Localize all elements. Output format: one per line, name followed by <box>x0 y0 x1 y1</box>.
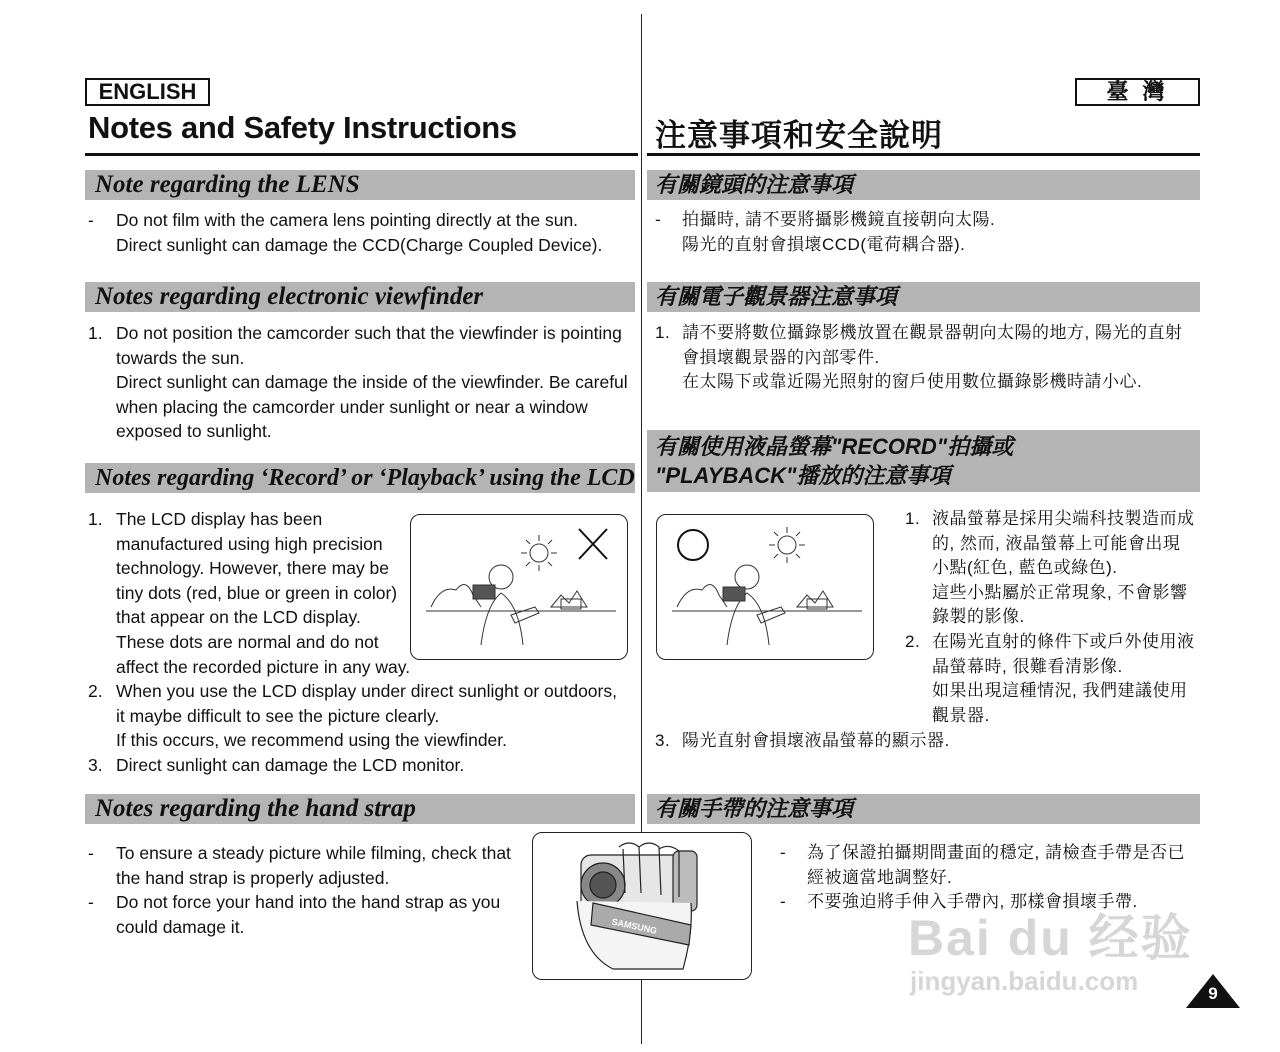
list-marker: 2. <box>905 631 921 651</box>
text-line: Direct sunlight can damage the inside of the viewfinder. Be careful <box>116 372 628 393</box>
list-marker: 3. <box>655 731 671 750</box>
text-line: Do not film with the camera lens pointing directly at the sun. <box>116 210 579 230</box>
list-marker: - <box>780 892 787 912</box>
text-line: tiny dots (red, blue or green in color) <box>116 582 398 603</box>
text-line: Direct sunlight can damage the CCD(Charge Coupled Device). <box>116 234 603 255</box>
title-rule-left <box>85 153 638 156</box>
camcorder-user-shade-drawing <box>657 515 872 658</box>
list-marker: - <box>780 843 787 862</box>
strap-notes-en <box>88 841 528 939</box>
list-item <box>88 321 633 444</box>
text-line: Do not force your hand into the hand strap as you <box>116 892 501 913</box>
text-line: 觀景器. <box>932 705 990 725</box>
title-rule-right <box>647 153 1200 156</box>
watermark-url: jingyan.baidu.com <box>910 966 1139 996</box>
hand-on-camcorder-drawing <box>533 833 750 978</box>
sun-icon <box>778 536 796 554</box>
list-marker: 1. <box>905 509 921 528</box>
text-line: 為了保證拍攝期間畫面的穩定, 請檢查手帶是否已 <box>807 843 1185 862</box>
text-line: 在陽光直射的條件下或戶外使用液 <box>932 631 1195 651</box>
page-title-chinese: 注意事項和安全說明 <box>655 118 943 153</box>
text-line: 在太陽下或靠近陽光照射的窗戶使用數位攝錄影機時請小心. <box>682 372 1143 392</box>
text-line: 液晶螢幕是採用尖端科技製造而成 <box>932 509 1195 528</box>
text-line: Do not position the camcorder such that the viewfinder is pointing <box>116 323 622 343</box>
lcd-correct-usage-illustration <box>656 514 874 660</box>
text-line: exposed to sunlight. <box>116 421 272 442</box>
text-line: 晶螢幕時, 很難看清影像. <box>932 656 1123 676</box>
section-heading-viewfinder-cn: 有關電子觀景器注意事項 <box>647 282 1200 312</box>
list-item <box>905 507 1200 630</box>
text-line: 這些小點屬於正常現象, 不會影響 <box>932 582 1188 602</box>
text-line: when placing the camcorder under sunlight or near a window <box>116 396 588 417</box>
text-line: The LCD display has been <box>116 509 323 529</box>
text-line: Direct sunlight can damage the LCD monitor. <box>116 754 465 775</box>
section-heading-lcd-cn <box>647 430 1200 492</box>
list-marker: 1. <box>655 323 671 342</box>
section-heading-viewfinder: Notes regarding electronic viewfinder <box>85 282 635 312</box>
list-item <box>655 729 1195 754</box>
list-item <box>88 679 633 753</box>
text-line: 的, 然而, 液晶螢幕上可能會出現 <box>932 533 1181 553</box>
text-line: 陽光直射會損壞液晶螢幕的顯示器. <box>682 731 950 750</box>
text-line: could damage it. <box>116 916 245 937</box>
text-line: technology. However, there may be <box>116 558 390 579</box>
taiwan-language-tag: 臺 灣 <box>1075 78 1200 106</box>
text-line: the hand strap is properly adjusted. <box>116 867 390 888</box>
text-line: When you use the LCD display under direct sunlight or outdoors, <box>116 681 617 702</box>
section-heading-hand-strap: Notes regarding the hand strap <box>85 794 635 824</box>
text-line: 經被適當地調整好. <box>807 867 953 887</box>
list-marker: - <box>88 843 94 863</box>
section-heading-lens-cn: 有關鏡頭的注意事項 <box>647 170 1200 200</box>
page-number-badge <box>1185 972 1241 1010</box>
list-marker: - <box>88 210 94 230</box>
watermark-logo: Bai du 经验 <box>908 910 1193 966</box>
lcd-notes-cn-bottom <box>655 729 1195 754</box>
text-line: 陽光的直射會損壞CCD(電荷耦合器). <box>682 234 966 254</box>
list-marker: 2. <box>88 681 103 702</box>
camcorder-user-sun-drawing <box>411 515 626 658</box>
text-line: If this occurs, we recommend using the viewfinder. <box>116 730 508 751</box>
page-number: 9 <box>1208 984 1218 1003</box>
lens-notes-en <box>88 208 633 257</box>
text-line: 小點(紅色, 藍色或綠色). <box>932 558 1118 578</box>
lcd-notes-cn-right <box>905 507 1200 728</box>
page-title-english: Notes and Safety Instructions <box>88 110 517 145</box>
text-line: 會損壞觀景器的內部零件. <box>682 347 880 367</box>
english-language-tag: ENGLISH <box>85 78 210 106</box>
viewfinder-notes-en <box>88 321 633 444</box>
lens-notes-cn <box>655 208 1195 257</box>
list-item <box>88 890 528 939</box>
viewfinder-notes-cn <box>655 321 1195 395</box>
text-line: 不要強迫將手伸入手帶內, 那樣會損壞手帶. <box>807 892 1138 912</box>
hand-strap-illustration <box>532 832 752 980</box>
list-item <box>88 841 528 890</box>
section-heading-lcd: Notes regarding ‘Record’ or ‘Playback’ using the LCD <box>85 463 635 493</box>
list-item <box>905 630 1200 728</box>
list-marker: - <box>655 210 662 229</box>
list-marker: 1. <box>88 509 103 529</box>
text-line: 請不要將數位攝錄影機放置在觀景器朝向太陽的地方, 陽光的直射 <box>682 323 1183 342</box>
text-line: affect the recorded picture in any way. <box>116 656 411 677</box>
list-item <box>780 841 1200 890</box>
section-heading-lens: Note regarding the LENS <box>85 170 635 200</box>
heading-line: 有關使用液晶螢幕"RECORD"拍攝或 <box>655 434 1014 459</box>
text-line: 如果出現這種情況, 我們建議使用 <box>932 681 1188 701</box>
list-marker: - <box>88 892 94 913</box>
text-line: that appear on the LCD display. <box>116 607 361 628</box>
text-line: 拍攝時, 請不要將攝影機鏡直接朝向太陽. <box>682 210 996 229</box>
list-item <box>655 208 1195 257</box>
list-marker: 3. <box>88 754 103 775</box>
text-line: it maybe difficult to see the picture clearly. <box>116 705 440 726</box>
text-line: manufactured using high precision <box>116 533 383 554</box>
list-item <box>88 208 633 257</box>
text-line: towards the sun. <box>116 347 245 368</box>
list-marker: 1. <box>88 323 103 343</box>
sun-icon <box>530 544 548 562</box>
text-line: To ensure a steady picture while filming, check that <box>116 843 511 863</box>
text-line: 錄製的影像. <box>932 607 1025 627</box>
cross-icon <box>579 529 607 559</box>
list-item <box>88 753 633 778</box>
strap-brand-label: SAMSUNG <box>610 916 658 936</box>
text-line: These dots are normal and do not <box>116 631 379 652</box>
lcd-wrong-usage-illustration <box>410 514 628 660</box>
circle-icon <box>678 530 708 560</box>
heading-line: "PLAYBACK"播放的注意事項 <box>655 463 951 488</box>
section-heading-hand-strap-cn: 有關手帶的注意事項 <box>647 794 1200 824</box>
list-item <box>655 321 1195 395</box>
